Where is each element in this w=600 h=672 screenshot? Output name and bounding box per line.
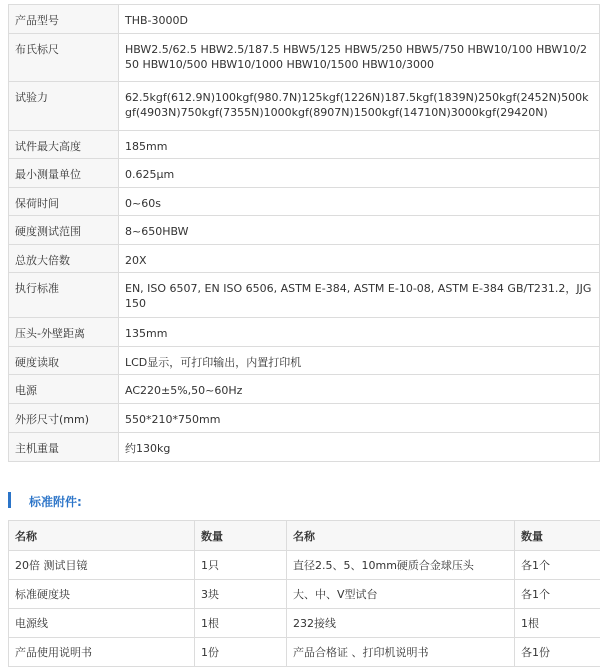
accessories-table <box>8 520 600 667</box>
column-header: 数量 <box>195 521 287 551</box>
table-cell: 1根 <box>515 609 600 638</box>
spec-row <box>9 404 600 433</box>
spec-row <box>9 347 600 375</box>
column-header: 数量 <box>515 521 600 551</box>
spec-label: 试验力 <box>9 82 119 131</box>
table-cell: 标准硬度块 <box>9 580 195 609</box>
spec-label: 执行标准 <box>9 273 119 318</box>
table-cell: 1根 <box>195 609 287 638</box>
spec-value: AC220±5%,50~60Hz <box>119 375 600 404</box>
spec-label: 产品型号 <box>9 5 119 34</box>
spec-value: LCD显示，可打印输出，内置打印机 <box>119 347 600 375</box>
spec-row <box>9 34 600 82</box>
spec-value: 0~60s <box>119 188 600 216</box>
table-cell: 20倍 测试目镜 <box>9 551 195 580</box>
spec-row <box>9 131 600 159</box>
column-header: 名称 <box>9 521 195 551</box>
heading-accent-bar <box>8 492 11 508</box>
table-cell: 产品使用说明书 <box>9 638 195 667</box>
spec-label: 硬度读取 <box>9 347 119 375</box>
table-cell: 直径2.5、5、10mm硬质合金球压头 <box>287 551 515 580</box>
spec-label: 电源 <box>9 375 119 404</box>
spec-label: 外形尺寸(mm) <box>9 404 119 433</box>
spec-row <box>9 82 600 131</box>
spec-table <box>8 4 600 462</box>
spec-row <box>9 5 600 34</box>
table-cell: 3块 <box>195 580 287 609</box>
spec-row <box>9 159 600 188</box>
column-header: 名称 <box>287 521 515 551</box>
spec-label: 最小测量单位 <box>9 159 119 188</box>
table-cell: 232接线 <box>287 609 515 638</box>
accessories-title: 标准附件: <box>29 495 82 509</box>
table-row <box>9 580 600 609</box>
spec-label: 布氏标尺 <box>9 34 119 82</box>
table-cell: 大、中、V型试台 <box>287 580 515 609</box>
spec-value: 8~650HBW <box>119 216 600 245</box>
spec-row <box>9 318 600 347</box>
spec-value: 约130kg <box>119 433 600 462</box>
spec-value: 550*210*750mm <box>119 404 600 433</box>
table-row <box>9 609 600 638</box>
spec-row <box>9 375 600 404</box>
table-row <box>9 551 600 580</box>
spec-value: 185mm <box>119 131 600 159</box>
accessories-heading <box>8 490 600 510</box>
table-cell: 各1个 <box>515 551 600 580</box>
table-header-row <box>9 521 600 551</box>
spec-label: 压头-外壁距离 <box>9 318 119 347</box>
spec-value: HBW2.5/62.5 HBW2.5/187.5 HBW5/125 HBW5/250 HBW5/750 HBW10/100 HBW10/250 HBW10/500 HBW10/1000 HBW10/1500 HBW10/3000 <box>119 34 600 82</box>
spec-label: 硬度测试范围 <box>9 216 119 245</box>
spec-value: 20X <box>119 245 600 273</box>
spec-value: 135mm <box>119 318 600 347</box>
spec-label: 试件最大高度 <box>9 131 119 159</box>
table-cell: 电源线 <box>9 609 195 638</box>
table-cell: 1份 <box>195 638 287 667</box>
table-cell: 各1份 <box>515 638 600 667</box>
spec-label: 总放大倍数 <box>9 245 119 273</box>
spec-row <box>9 273 600 318</box>
table-cell: 产品合格证 、打印机说明书 <box>287 638 515 667</box>
spec-label: 保荷时间 <box>9 188 119 216</box>
spec-row <box>9 245 600 273</box>
spec-row <box>9 216 600 245</box>
spec-value: 0.625μm <box>119 159 600 188</box>
spec-row <box>9 433 600 462</box>
spec-label: 主机重量 <box>9 433 119 462</box>
spec-value: EN, ISO 6507, EN ISO 6506, ASTM E-384, ASTM E-10-08, ASTM E-384 GB/T231.2，JJG150 <box>119 273 600 318</box>
spec-row <box>9 188 600 216</box>
spec-value: THB-3000D <box>119 5 600 34</box>
table-row <box>9 638 600 667</box>
spec-value: 62.5kgf(612.9N)100kgf(980.7N)125kgf(1226N)187.5kgf(1839N)250kgf(2452N)500kgf(4903N)750kgf(7355N)1000kgf(8907N)1500kgf(14710N)3000kgf(29420N) <box>119 82 600 131</box>
table-cell: 1只 <box>195 551 287 580</box>
table-cell: 各1个 <box>515 580 600 609</box>
